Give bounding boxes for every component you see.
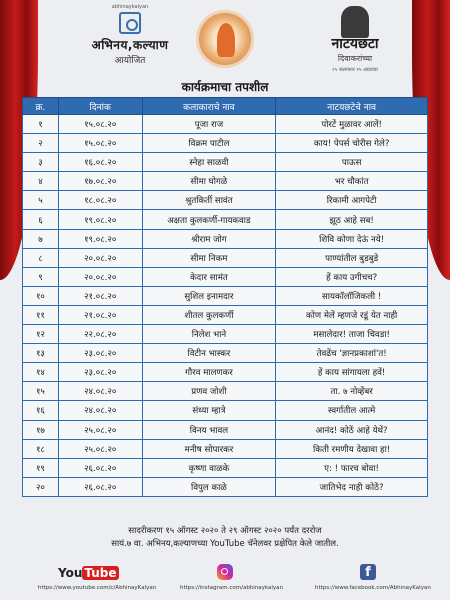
table-row — [23, 325, 428, 344]
cell-date: १६.०८.२० — [58, 153, 142, 172]
cell-date: २६.०८.२० — [58, 477, 142, 496]
organizer-sub: आयोजित — [114, 56, 146, 66]
table-row — [23, 134, 428, 153]
cell-serial: १२ — [23, 325, 59, 344]
cell-serial: २ — [23, 134, 59, 153]
cell-date: १९.०८.२० — [58, 229, 142, 248]
cell-serial: १ — [23, 115, 59, 134]
cell-play: पाण्यांतील बुडबुडे — [276, 248, 428, 267]
cell-artist: प्रणव जोशी — [142, 382, 276, 401]
cell-serial: १३ — [23, 344, 59, 363]
cell-serial: ५ — [23, 191, 59, 210]
header-serial: क्र. — [23, 98, 59, 115]
table-row — [23, 477, 428, 496]
cell-date: २१.०८.२० — [58, 286, 142, 305]
cell-date: २२.०८.२० — [58, 325, 142, 344]
cell-artist: सीमा निकम — [142, 248, 276, 267]
table-row — [23, 153, 428, 172]
cell-artist: शीतल कुलकर्णी — [142, 305, 276, 324]
youtube-tube: Tube — [84, 566, 117, 580]
cell-artist: श्रीराम जोग — [142, 229, 276, 248]
cell-play: ता. ७ नोव्हेंबर — [276, 382, 428, 401]
table-row — [23, 363, 428, 382]
cell-serial: १९ — [23, 458, 59, 477]
youtube-url[interactable]: https://www.youtube.com/c/AbhinayKalyan — [38, 585, 157, 591]
cell-artist: विनय भावल — [142, 420, 276, 439]
table-row — [23, 172, 428, 191]
cell-date: २४.०८.२० — [58, 401, 142, 420]
cell-artist: गौरव मालणकर — [142, 363, 276, 382]
cell-date: २५.०८.२० — [58, 420, 142, 439]
organizer-name: अभिनय,कल्याण — [91, 38, 169, 52]
social-bar — [0, 562, 450, 600]
cell-play: सायकॉलॉजिकली ! — [276, 286, 428, 305]
cell-play: आनंद! कोठें आहे येथें? — [276, 420, 428, 439]
facebook-url[interactable]: https://www.facebook.com/AbhinayKalyan — [315, 585, 431, 591]
cell-play: शिवि कोणा देऊं नये! — [276, 229, 428, 248]
table-header-row — [23, 98, 428, 115]
cell-artist: संध्या म्हात्रे — [142, 401, 276, 420]
cell-artist: अक्षता कुलकर्णी-गायकवाड — [142, 210, 276, 229]
cell-date: २०.०८.२० — [58, 248, 142, 267]
cell-date: १५.०८.२० — [58, 134, 142, 153]
table-row — [23, 401, 428, 420]
cell-date: १५.०८.२० — [58, 115, 142, 134]
table-row — [23, 458, 428, 477]
cell-serial: १४ — [23, 363, 59, 382]
cell-play: ए: ! फारच बोवा! — [276, 458, 428, 477]
footer-line-1: सादरीकरण १५ ऑगस्ट २०२० ते २९ ऑगस्ट २०२० पर्यंत दररोज — [128, 526, 322, 536]
instagram-icon[interactable] — [217, 564, 233, 580]
cell-artist: पूजा राज — [142, 115, 276, 134]
cell-artist: श्रुतकिर्ती सावंत — [142, 191, 276, 210]
cell-play: कोण मेलें म्हणजे रडूं येत नाही — [276, 305, 428, 324]
cell-play: किती रमणीय देखावा हा! — [276, 439, 428, 458]
cell-play: भर चौकांत — [276, 172, 428, 191]
cell-artist: विटीन भास्कर — [142, 344, 276, 363]
cell-artist: सीमा घोगळे — [142, 172, 276, 191]
cell-date: २१.०८.२० — [58, 305, 142, 324]
folded-hands-logo-icon — [196, 10, 254, 68]
cell-artist: मनीष सोपारकर — [142, 439, 276, 458]
cell-serial: २० — [23, 477, 59, 496]
schedule-table — [22, 97, 428, 497]
cell-serial: १० — [23, 286, 59, 305]
cell-date: १७.०८.२० — [58, 172, 142, 191]
event-name: नाटयछटा — [331, 36, 379, 52]
cell-serial: १५ — [23, 382, 59, 401]
cell-play: रिकामी आगपेटी — [276, 191, 428, 210]
folded-hands-icon — [217, 23, 235, 57]
table-body — [23, 115, 428, 497]
cell-artist: विपुल काळे — [142, 477, 276, 496]
table-row — [23, 286, 428, 305]
event-sub: दिवाकरांच्या — [337, 54, 373, 63]
table-row — [23, 439, 428, 458]
abhinay-emblem-icon — [119, 12, 141, 34]
cell-serial: ११ — [23, 305, 59, 324]
cell-date: २३.०८.२० — [58, 344, 142, 363]
header-date: दिनांक — [58, 98, 142, 115]
instagram-url[interactable]: https://instagram.com/abhinaykalyan — [180, 585, 284, 591]
table-row — [23, 248, 428, 267]
cell-serial: ९ — [23, 267, 59, 286]
cell-play: स्वर्गातील आत्मे — [276, 401, 428, 420]
cell-serial: १७ — [23, 420, 59, 439]
cell-date: २०.०८.२० — [58, 267, 142, 286]
table-row — [23, 210, 428, 229]
cell-artist: विक्रम पाटील — [142, 134, 276, 153]
cell-play: मसालेदार! ताजा चिवडा! — [276, 325, 428, 344]
natyachhata-logo — [295, 6, 415, 73]
cell-date: २५.०८.२० — [58, 439, 142, 458]
cell-play: तेवढेंच 'ज्ञानप्रकाशां'त! — [276, 344, 428, 363]
cell-date: २६.०८.२० — [58, 458, 142, 477]
cell-play: पाऊस — [276, 153, 428, 172]
cell-serial: ६ — [23, 210, 59, 229]
table-row — [23, 229, 428, 248]
facebook-icon[interactable]: f — [360, 564, 376, 580]
cell-play: जातिभेद नाही कोठें? — [276, 477, 428, 496]
cell-date: २३.०८.२० — [58, 363, 142, 382]
cell-serial: ८ — [23, 248, 59, 267]
cell-play: झूठ आहे सब! — [276, 210, 428, 229]
table-row — [23, 344, 428, 363]
cell-artist: सुशिल इनामदार — [142, 286, 276, 305]
cell-artist: स्नेहा साळवी — [142, 153, 276, 172]
footer-line-2: सायं.७ वा. अभिनय,कल्याणच्या YouTube चॅनेलवर प्रक्षेपित केले जातील. — [111, 539, 339, 549]
cell-serial: ३ — [23, 153, 59, 172]
cell-date: २४.०८.२० — [58, 382, 142, 401]
table-row — [23, 382, 428, 401]
schedule-table-wrap — [22, 97, 428, 497]
header-artist: कलाकाराचे नाव — [142, 98, 276, 115]
program-title: कार्यक्रमाचा तपशील — [181, 80, 269, 94]
table-row — [23, 191, 428, 210]
cell-serial: १६ — [23, 401, 59, 420]
table-row — [23, 115, 428, 134]
cell-serial: ४ — [23, 172, 59, 191]
table-row — [23, 420, 428, 439]
youtube-you: You — [58, 566, 83, 580]
footer-note — [0, 525, 450, 551]
table-row — [23, 267, 428, 286]
cell-artist: केदार सामंत — [142, 267, 276, 286]
logo-tiny-text: abhinaykalyan — [111, 4, 149, 10]
table-row — [23, 305, 428, 324]
abhinay-kalyan-logo — [80, 4, 180, 66]
cell-artist: कृष्णा वाळके — [142, 458, 276, 477]
event-tiny: २५ कलाकार १५ आठवडा — [332, 67, 378, 73]
cell-date: १९.०८.२० — [58, 210, 142, 229]
cell-date: १८.०८.२० — [58, 191, 142, 210]
cell-play: हें काय उगीचच? — [276, 267, 428, 286]
youtube-logo[interactable] — [58, 566, 119, 580]
cell-serial: ७ — [23, 229, 59, 248]
cell-serial: १८ — [23, 439, 59, 458]
cell-artist: निलेश भाने — [142, 325, 276, 344]
cell-play: काय! पेपर्स चोरीस गेले? — [276, 134, 428, 153]
header-play: नाटयछटेचे नाव — [276, 98, 428, 115]
cell-play: पोरटें मुळावर आलें! — [276, 115, 428, 134]
cell-play: हें काय सांगायला हवें! — [276, 363, 428, 382]
